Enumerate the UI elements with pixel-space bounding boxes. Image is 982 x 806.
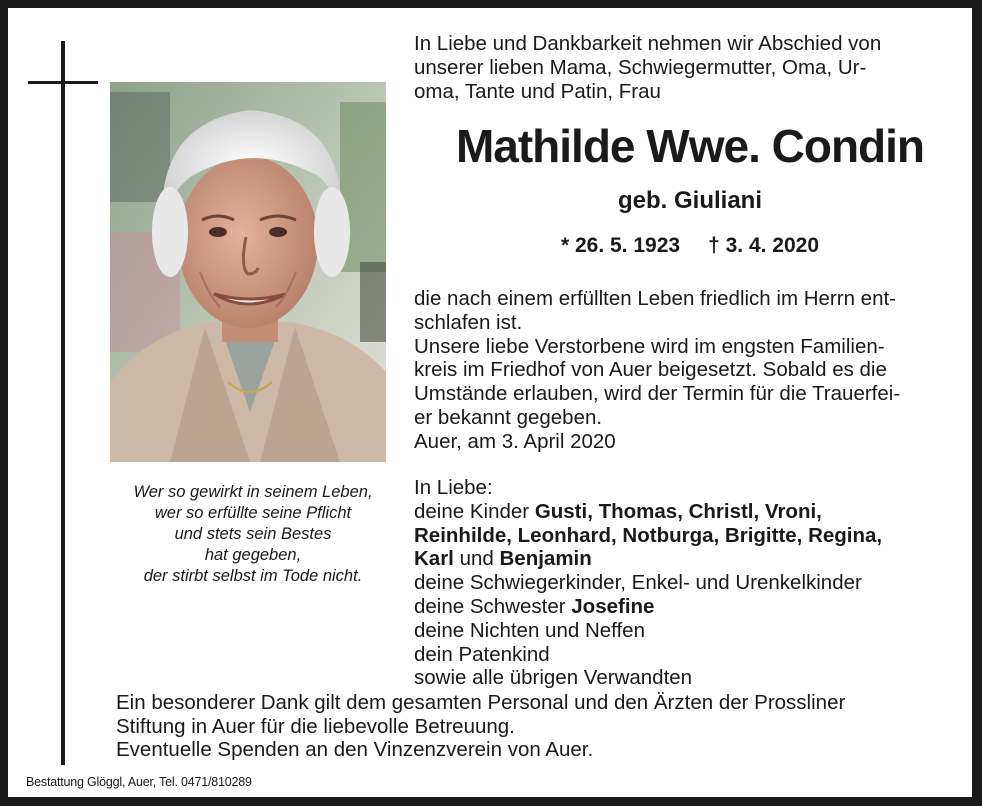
quote-line: hat gegeben,: [204, 546, 302, 564]
child-name: Benjamin: [499, 547, 592, 571]
message-line: schlafen ist.: [414, 310, 523, 334]
thanks-line: Eventuelle Spenden an den Vinzenzverein von Auer.: [116, 738, 594, 761]
cross-icon-bar: [28, 81, 98, 84]
children-line: [414, 547, 972, 571]
intro-text: [414, 32, 966, 104]
children-names: Gusti, Thomas, Christl, Vroni,: [534, 499, 822, 523]
godchild-line: dein Patenkind: [414, 642, 550, 666]
quote-line: Wer so gewirkt in seinem Leben,: [133, 483, 373, 501]
message-line: Umstände erlauben, wird der Termin für die Trauerfei-: [414, 382, 901, 406]
relatives-line: sowie alle übrigen Verwandten: [414, 666, 693, 690]
mourners-heading: In Liebe:: [414, 476, 493, 499]
birth-date: * 26. 5. 1923: [560, 234, 681, 257]
death-date: † 3. 4. 2020: [708, 234, 820, 257]
sister-name: Josefine: [571, 594, 655, 618]
message-line: die nach einem erfüllten Leben friedlich im Herrn ent-: [414, 287, 897, 310]
message-text: [414, 287, 972, 430]
children-line: [414, 500, 972, 524]
sister-line: [414, 595, 972, 619]
sister-prefix: deine Schwester: [414, 594, 572, 618]
obituary-notice: [8, 8, 972, 797]
children-names: Reinhilde, Leonhard, Notburga, Brigitte, Regina,: [414, 523, 883, 547]
maiden-name: geb. Giuliani: [617, 187, 762, 214]
intro-line: In Liebe und Dankbarkeit nehmen wir Abschied von: [414, 32, 882, 55]
children-prefix: deine Kinder: [414, 499, 535, 523]
thanks-line: Ein besonderer Dank gilt dem gesamten Personal und den Ärzten der Prossliner: [116, 691, 846, 714]
in-laws-line: deine Schwiegerkinder, Enkel- und Urenkelkinder: [414, 571, 862, 595]
children-conjunction: und: [453, 547, 500, 571]
quote-line: wer so erfüllte seine Pflicht: [154, 504, 352, 522]
cross-icon: [61, 41, 65, 765]
funeral-home-credit: Bestattung Glöggl, Auer, Tel. 0471/810289: [26, 775, 252, 789]
portrait-photo: [110, 82, 386, 462]
nieces-line: deine Nichten und Neffen: [414, 618, 645, 642]
thanks-text: [116, 691, 966, 762]
quote-line: der stirbt selbst im Tode nicht.: [143, 567, 363, 585]
mourners-list: [414, 476, 972, 690]
child-name: Karl: [414, 547, 454, 571]
deceased-name: Mathilde Wwe. Condin: [455, 120, 925, 172]
memorial-quote: [88, 482, 418, 587]
quote-line: und stets sein Bestes: [174, 525, 332, 543]
intro-line: oma, Tante und Patin, Frau: [414, 80, 661, 103]
thanks-line: Stiftung in Auer für die liebevolle Betreuung.: [116, 714, 515, 738]
intro-line: unserer lieben Mama, Schwiegermutter, Oma, Ur-: [414, 56, 867, 79]
life-dates: [414, 231, 966, 261]
message-line: Unsere liebe Verstorbene wird im engsten Familien-: [414, 334, 885, 358]
message-line: kreis im Friedhof von Auer beigesetzt. Sobald es die: [414, 358, 887, 382]
message-line: er bekannt gegeben.: [414, 405, 603, 429]
place-date: Auer, am 3. April 2020: [414, 430, 616, 453]
